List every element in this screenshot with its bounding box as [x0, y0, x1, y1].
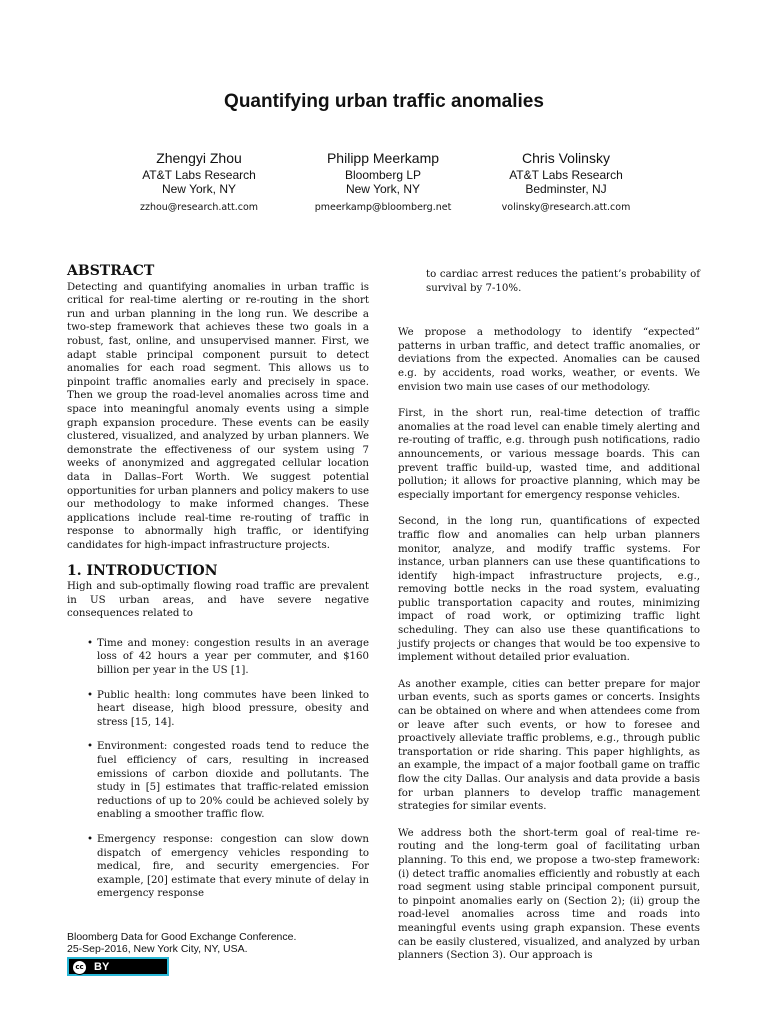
author-block: [466, 150, 666, 215]
conference-name: Bloomberg Data for Good Exchange Conference.: [67, 931, 297, 943]
author-name: Philipp Meerkamp: [326, 150, 440, 166]
author-affiliation: AT&T Labs Research: [509, 168, 623, 182]
author-location: New York, NY: [161, 182, 237, 196]
conference-footer: [67, 931, 296, 955]
author-email[interactable]: pmeerkamp@bloomberg.net: [314, 202, 452, 213]
bullet-continuation: to cardiac arrest reduces the patient’s probability of survival by 7-10%.: [426, 269, 700, 294]
intro-lead: High and sub-optimally flowing road traffic are prevalent in US urban areas, and have severe negative consequences related to: [67, 581, 369, 620]
paper-title: Quantifying urban traffic anomalies: [224, 91, 544, 112]
list-item: • Emergency response: congestion can slow down dispatch of emergency vehicles responding to medical, fire, and security emergencies. For example, [20] estimate that every minute of delay in emergency response: [87, 833, 369, 900]
citation-link[interactable]: [5]: [145, 782, 161, 794]
consequence-list: [67, 637, 369, 901]
author-name: Zhengyi Zhou: [156, 150, 242, 166]
section-link[interactable]: 2: [611, 895, 618, 907]
bullet-icon: •: [87, 741, 94, 753]
abstract-heading: ABSTRACT: [67, 263, 155, 279]
author-name: Chris Volinsky: [522, 150, 610, 166]
author-email[interactable]: zzhou@research.att.com: [139, 202, 259, 213]
conference-date: 25-Sep-2016, New York City, NY, USA.: [67, 943, 248, 955]
author-affiliation: Bloomberg LP: [344, 168, 422, 182]
author-block: [283, 150, 483, 215]
right-column: [398, 268, 700, 963]
license-strip: [113, 959, 167, 974]
author-block: [99, 150, 299, 215]
bullet-icon: •: [87, 689, 94, 701]
bullet-icon: •: [87, 833, 94, 845]
list-item: • Environment: congested roads tend to reduce the fuel efficiency of cars, resulting in increased emissions of carbon dioxide and pollutants. The study in [5] estimates that traffic-related emission reductions of up to 20% could be achieved solely by enabling a smoother traffic flow.: [87, 741, 369, 821]
author-affiliation: AT&T Labs Research: [142, 168, 256, 182]
citation-link[interactable]: [15, 14]: [130, 716, 172, 728]
intro-heading: 1. INTRODUCTION: [67, 563, 218, 580]
author-location: New York, NY: [345, 182, 421, 196]
paragraph: As another example, cities can better prepare for major urban events, such as sports games or concerts. Insights can be obtained on where and when attendees come from or leave after such events, or how to foresee and proactively alleviate traffic problems, e.g., through public transportation or ride sharing. This paper highlights, as an example, the impact of a major football game on traffic flow the city Dallas. Our analysis and data provide a basis for urban planners to develop traffic management strategies for similar events.: [398, 678, 700, 813]
paragraph: Second, in the long run, quantifications of expected traffic flow and anomalies can help urban planners monitor, analyze, and modify traffic systems. For instance, urban planners can use these quantifications to identify high-impact infrastructure projects, e.g., removing bottle necks in the road system, evaluating public transportation capacity and routes, minimizing impact of road work, or optimizing traffic light scheduling. They can also use these quantifications to justify projects or changes that would be too expensive to implement without detailed prior evaluation.: [398, 516, 700, 664]
bullet-icon: •: [87, 637, 94, 649]
cc-by-license-badge[interactable]: [67, 957, 169, 976]
list-item: • Time and money: congestion results in an average loss of 42 hours a year per commuter, and $160 billion per year in the US [1].: [87, 637, 369, 677]
license-label: BY: [94, 961, 110, 973]
creative-commons-icon: cc: [72, 960, 87, 975]
abstract-text: Detecting and quantifying anomalies in urban traffic is critical for real-time alerting or re-routing in the short run and urban planning in the long run. We describe a two-step framework that achieves these two goals in a robust, fast, online, and unsupervised manner. First, we adapt stable principal component pursuit to detect anomalies for each road segment. This allows us to pinpoint traffic anomalies early and precisely in space. Then we group the road-level anomalies across time and space into meaningful anomaly events using a simple graph expansion procedure. These events can be easily clustered, visualized, and analyzed by urban planners. We demonstrate the effectiveness of our system using 7 weeks of anonymized and aggregated cellular location data in Dallas–Fort Worth. We suggest potential opportunities for urban planners and policy makers to use our methodology to make informed changes. These applications include real-time re-routing of traffic in response to abnormally high traffic, or identifying candidates for high-impact infrastructure projects.: [67, 281, 369, 551]
paragraph: First, in the short run, real-time detection of traffic anomalies at the road level can enable timely alerting and re-routing of traffic, e.g. through push notifications, radio announcements, or various message boards. This can prevent traffic build-up, wasted time, and additional pollution; it allows for proactive planning, which may be especially important for emergency response vehicles.: [398, 408, 700, 501]
author-email[interactable]: volinsky@research.att.com: [501, 202, 631, 213]
section-link[interactable]: 3: [492, 950, 499, 962]
citation-link[interactable]: [20]: [146, 874, 168, 886]
citation-link[interactable]: [1]: [230, 665, 246, 677]
list-item: • Public health: long commutes have been linked to heart disease, high blood pressure, obesity and stress [15, 14].: [87, 689, 369, 728]
left-column: [67, 265, 369, 912]
paragraph: We propose a methodology to identify “expected” patterns in urban traffic, and detect traffic anomalies, or deviations from the expected. Anomalies can be caused e.g. by accidents, road works, weather, or events. We envision two main use cases of our methodology.: [398, 327, 700, 393]
author-location: Bedminster, NJ: [525, 182, 607, 196]
paragraph: We address both the short-term goal of real-time re-routing and the long-term goal of facilitating urban planning. To this end, we propose a two-step framework: (i) detect traffic anomalies efficiently and robustly at each road segment using stable principal component pursuit, to pinpoint anomalies early on (Section 2); (ii) group the road-level anomalies across time and roads into meaningful events using graph expansion. These events can be easily clustered, visualized, and analyzed by urban planners (Section 3). Our approach is: [398, 827, 700, 962]
